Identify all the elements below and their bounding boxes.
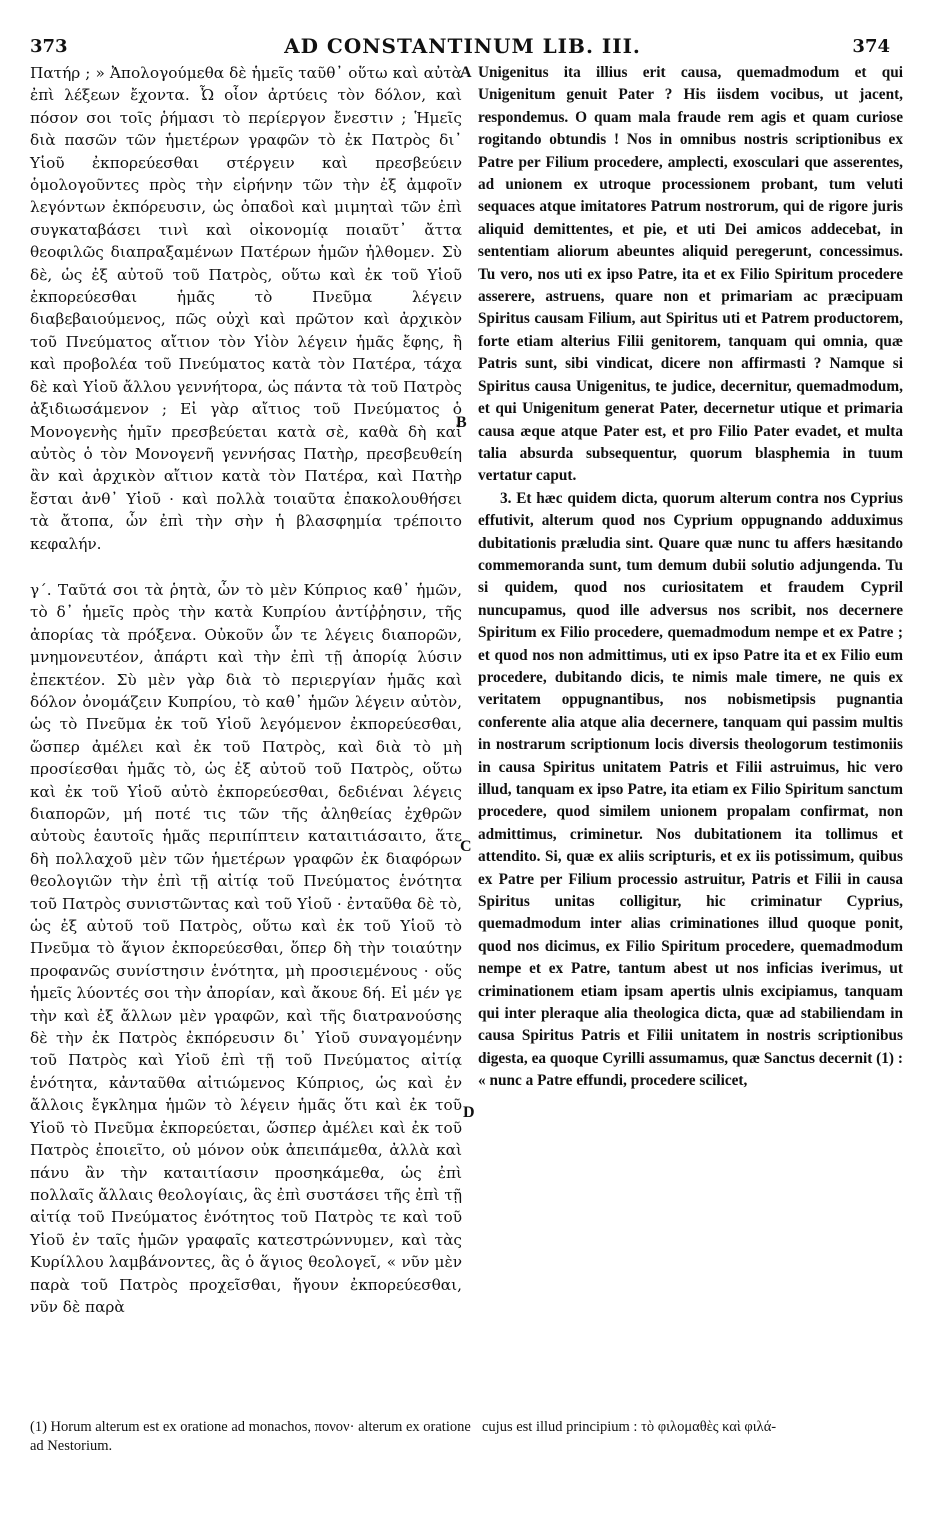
latin-paragraph-2: 3. Et hæc quidem dicta, quorum alterum contra nos Cyprius effutivit, alterum quod nos Cyprium oppugnando adduximus dubitationis præludia sint. Quare quæ nunc tu affers hæsitando commemoranda sunt, tum demum dubii solutio adjungenda. Tu si quidem, quod nos curiositatem et fraudem Cypril nuncupamus, quod ille adversus nos scribit, nos decernere Spiritum ex Filio procedere, quemadmodum nempe et ex Patre ; et quod nos non admittimus, uti ex ipso Patre ita et ex Filio eum procedere, dubitando dicis, te nimis male timere, ne quis ex veritatem oppugnantibus, nos nobismetipsis pugnantia conferente alia atque alia decernere, tanquam qui passim multis in nostrarum scriptionum locis diversis theologorum testimoniis in causa Spiritus unitatem Patris et Filii astruimus, hic vero illud, tanquam ex ipso Patre, ita etiam ex Filio Spiritum sanctum procedere, quod similem unionem propalam confirmat, non admittimus, criminetur. Nos dubitationem ita tollimus et attendito. Si, quæ ex aliis scripturis, et ex iis potissimum, quibus ex Patre per Filium processio astruitur, Patris et Filii in causa Spiritus unitas colligitur, hic criminatur Cyprius, quemadmodum inter alias criminationes illud quoque ponit, quod nos dicimus, ex Filio Spiritum procedere, quemadmodum nempe et ex Patre, tantum abest ut nos inficias iverimus, ut criminationem etiam ipsam apertis ulnis excipiamus, tanquam qui inter pleraque alia theologica dicta, quæ ad stabiliendam in causa Spiritus Patris et Filii unitatem in nostris scriptionibus digesta, ea quoque Cyrilli assumamus, quæ Sanctus decernit (1) : « nunc a Patre effundi, procedere scilicet, bbox=[478, 489, 903, 1090]
latin-paragraph-1: Unigenitus ita illius erit causa, quemadmodum et qui Unigenitum genuit Pater ? His iisdem vocibus, ut jacent, respondemus. O quam mala fraude rem agis et quam curiose rogitando obtundis ! Nos in omnibus nostris scriptionibus ex Patre per Filium procedere, amplecti, exosculari que asserentes, ad unionem ex utroque processionem probant, tum veluti sequaces atque imitatores Patrum nostrorum, qui de rigore juris aliquid demittentes, et pie, et uti Dei amicos addecebat, in sententiam aliorum abeuntes aliquid peregerunt, concessimus. Tu vero, nos uti ex ipso Patre, ita et ex Filio Spiritum procedere asserere, astruens, quare non et primariam ac præcipuam Spiritus causam Filium, aut Spiritus uti et Patrem productorem, forte etiam alterius Filii genitorem, tanquam qui omnia, quæ Patris sunt, sibi vindicat, dicere non affirmasti ? Namque si Spiritus causa Unigenitus, te judice, decernitur, quemadmodum, et qui Unigenitum generat Pater, decernetur utique et primaria causa æque atque Pater est, et pro Filio Pater evadet, et multa talia absurda subsequentur, quorum blasphemia in tuum vertatur caput. bbox=[478, 64, 903, 485]
running-title: AD CONSTANTINUM LIB. III. bbox=[284, 34, 641, 58]
margin-marker-c: C bbox=[460, 838, 472, 855]
greek-paragraph-2: γ΄. Ταῦτά σοι τὰ ῥητὰ, ὧν τὸ μὲν Κύπριος καθ᾽ ἡμῶν, τὸ δ᾽ ἡμεῖς πρὸς τὴν κατὰ Κυπρίου ἀντίῤῥησιν, τῆς ἀπορίας τὰ πρόξενα. Οὐκοῦν ὧν τε λέγεις διαπορῶν, μνημονευτέον, ἀπάρτι καὶ τὴν ἐπὶ τῇ ἀπορίᾳ λύσιν ἐπεκτέον. Σὺ μὲν γὰρ διὰ τὸ περιεργίαν ἡμᾶς καὶ δόλον ὀνομάζειν Κυπρίου, τὸ καθ᾽ ἡμῶν λέγειν αὐτὸν, ὡς τὸ Πνεῦμα ἐκ τοῦ Υἱοῦ λεγόμενον ἐκπορεύεσθαι, ὥσπερ ἀμέλει καὶ ἐκ τοῦ Πατρὸς, καὶ διὰ τὸ μὴ προσίεσθαι ἡμᾶς τὸ, ὡς ἐξ αὐτοῦ τοῦ Πατρὸς, οὕτω καὶ ἐκ τοῦ Υἱοῦ αὐτὸ ἐκπορεύεσθαι, δεδιέναι λέγεις διαπορῶν, μή ποτέ τις τῶν τῆς ἀληθείας ἐχθρῶν αὐτοὺς ἑαυτοῖς ἡμᾶς περιπίπτειν καταιτιάσαιτο, ἅτε δὴ πολλαχοῦ μὲν τῶν ἡμετέρων γραφῶν ἐκ διαφόρων θεολογιῶν τὴν ἐπὶ τῇ αἰτίᾳ τοῦ Πνεύματος ἑνότητα τοῦ Πατρὸς συνιστῶντας καὶ τοῦ Υἱοῦ · ἐνταῦθα δὲ τὸ, ὡς ἐξ αὐτοῦ τοῦ Πατρὸς, οὕτω καὶ ἐκ τοῦ Υἱοῦ τὸ Πνεῦμα τὸ ἅγιον ἐκπορεύεσθαι, ὅπερ δὴ τὴν τοιαύτην προφανῶς συνίστησιν ἑνότητα, μὴ προσιεμένους · οὕς ἡμεῖς λύοντές σοι τὴν ἀπορίαν, καὶ ἄκουε δή. Εἰ μέν γε τὴν καὶ ἐξ ἄλλων μὲν γραφῶν, καὶ τῆς διατρανούσης δὲ τὴν ἐκ Πατρὸς ἐκπόρευσιν δι᾽ Υἱοῦ συναγομένην τοῦ Πατρὸς καὶ Υἱοῦ ἐπὶ τῇ τοῦ Πνεύματος αἰτίᾳ ἑνότητα, κἀνταῦθα αἰτιώμενος Κύπριος, ὡς καὶ ἐν ἄλλοις ἔγκλημα ἡμῶν τὸ λέγειν ἡμᾶς ὅτι καὶ ἐκ τοῦ Υἱοῦ τὸ Πνεῦμα ἐκπορεύεται, ὥσπερ ἀμέλει καὶ ἐκ τοῦ Πατρὸς ἐποιεῖτο, οὐ μόνον οὐκ ἀπειπάμεθα, ἀλλὰ καὶ πάνυ ἂν τὴν καταιτίασιν προσηκάμεθα, ὡς ἐπὶ πολλαῖς ἄλλαις θεολογίαις, ἃς ἐπὶ συστάσει τῆς ἐπὶ τῇ αἰτίᾳ τοῦ Πνεύματος ἑνότητος τοῦ Πατρὸς τε καὶ τοῦ Υἱοῦ ἐν ταῖς ἡμῶν γραφαῖς κατεστρώννυμεν, καὶ τὰς Κυρίλλου λαμβάνοντες, ἃς ὁ ἅγιος θεολογεῖ, « νῦν μὲν παρὰ τοῦ Πατρὸς προχεῖσθαι, ἤγουν ἐκπορεύεσθαι, νῦν δὲ παρὰ bbox=[30, 580, 462, 1316]
greek-column bbox=[30, 62, 462, 1318]
margin-marker-d: D bbox=[463, 1104, 475, 1121]
latin-column bbox=[478, 62, 903, 1093]
page-number-left: 373 bbox=[30, 36, 68, 57]
page-number-right: 374 bbox=[852, 36, 890, 57]
margin-marker-a: A bbox=[460, 64, 472, 81]
footnote-left: (1) Horum alterum est ex oratione ad monachos, πονον· alterum ex oratione ad Nestorium. bbox=[30, 1419, 471, 1454]
margin-marker-b: B bbox=[456, 414, 467, 431]
greek-paragraph-1: Πατήρ ; » Ἀπολογούμεθα δὲ ἡμεῖς ταῦθ᾽ οὕτω καὶ αὐτὰ ἐπὶ λέξεων ἔχοντα. Ὦ οἷον ἀρτύεις τὸν δόλον, καὶ πόσον σοι τοῖς ῥήμασι τὸ περίεργον ἔνεστιν ; Ἡμεῖς διὰ πασῶν τῶν ἡμετέρων γραφῶν τὸ ἐκ Πατρὸς δι᾽ Υἱοῦ ἐκπορεύεσθαι στέργειν καὶ πρεσβεύειν ὁμολογοῦντες πρὸς τὴν εἰρήνην τῶν τὴν ἐξ ἀμφοῖν λεγόντων ἐκπόρευσιν, ὡς ὀπαδοὶ καὶ μιμηταὶ τῶν ἐπὶ συγκαταβάσει τινὶ καὶ οἰκονομίᾳ ποιαῦτ᾽ ἄττα θεοφιλῶς διαπραξαμένων Πατέρων ἡμῶν ἠλθομεν. Σὺ δὲ, ὡς ἐξ αὐτοῦ τοῦ Πατρὸς, οὕτω καὶ ἐκ τοῦ Υἱοῦ ἐκπορεύεσθαι ἡμᾶς τὸ Πνεῦμα λέγειν διαβεβαιούμενος, πῶς οὐχὶ καὶ πρῶτον καὶ ἀρχικὸν τοῦ Πνεύματος αἴτιον τὸν Υἱὸν λέγειν ἡμᾶς ἔφης, ἢ καὶ προβολέα τοῦ Πνεύματος κατὰ τὸν Πατέρα, τάχα δὲ καὶ Υἱοῦ ἄλλου γεννήτορα, ὡς πάντα τὰ τοῦ Πατρὸς ἀξιδιωσάμενον ; Εἰ γὰρ αἴτιος τοῦ Πνεύματος ὁ Μονογενὴς ἡμῖν πρεσβεύεται κατὰ σὲ, καθὰ δὴ καὶ αὐτὸς ὁ τὸν Μονογενῆ γεννήσας Πατὴρ, πρεσβευθείη ἂν καὶ ἀρχικὸν αἴτιον κατὰ τὸν Πατέρα, καὶ Πατὴρ ἔσται ἀνθ᾽ Υἱοῦ · καὶ πολλὰ τοιαῦτα ἐπακολουθήσει τὰ ἄτοπα, ὧν ἐπὶ τὴν σὴν ἡ βλασφημία τρέποιτο κεφαλήν. bbox=[30, 64, 462, 553]
footnote-right: cujus est illud principium : τὸ φιλομαθὲς καὶ φιλά- bbox=[482, 1419, 777, 1435]
page-header bbox=[0, 30, 925, 56]
